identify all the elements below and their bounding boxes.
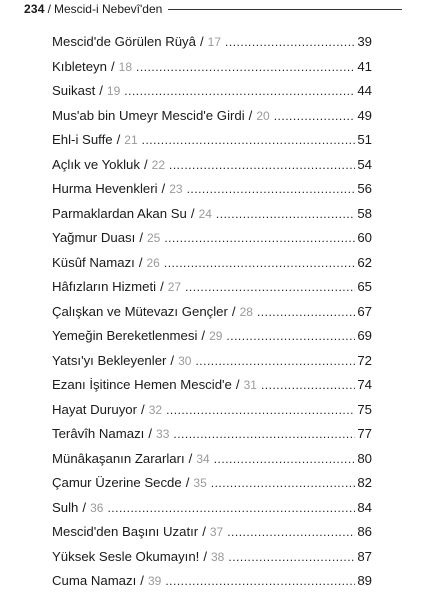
toc-entry (52, 545, 372, 570)
toc-entry-chapter-number: 31 (243, 378, 257, 392)
toc-entry-title: Açlık ve Yokluk (52, 156, 140, 172)
toc-entry-chapter-number: 33 (156, 427, 170, 441)
toc-entry-chapter-number: 24 (198, 206, 212, 221)
toc-entry-title: Yağmur Duası (52, 230, 136, 245)
toc-entry-title: Ehl-i Suffe (52, 132, 113, 147)
toc-entry-chapter-number: 29 (209, 329, 223, 343)
toc-dot-leader (124, 79, 355, 104)
toc-entry-title: Hayat Duruyor (52, 401, 138, 417)
toc-entry-separator: / (202, 524, 206, 539)
toc-entry-title: Mescid'de Görülen Rüyâ (52, 34, 196, 49)
toc-dot-leader (166, 398, 355, 423)
toc-entry (52, 569, 372, 594)
toc-entry-separator: / (111, 58, 115, 74)
toc-entry-page-number: 84 (357, 499, 372, 515)
toc-entry-separator: / (235, 377, 240, 392)
toc-entry-separator: / (140, 573, 144, 588)
toc-dot-leader (227, 520, 355, 545)
toc-entry-chapter-number: 26 (146, 255, 160, 270)
toc-entry-title: Hurma Hevenkleri (52, 181, 158, 196)
toc-entry-title: Sulh (52, 499, 79, 515)
toc-dot-leader (107, 496, 355, 521)
toc-entry-title: Yatsı'yı Bekleyenler (52, 352, 167, 368)
toc-entry-chapter-number: 18 (118, 59, 133, 74)
toc-entry-separator: / (99, 83, 103, 98)
toc-entry (52, 471, 372, 496)
toc-entry-page-number: 65 (357, 279, 372, 294)
toc-dot-leader (173, 422, 355, 447)
toc-entry-chapter-number: 28 (239, 304, 253, 319)
toc-entry-separator: / (82, 499, 87, 515)
toc-entry-title: Mescid'den Başını Uzatır (52, 524, 199, 539)
toc-entry-page-number: 75 (357, 401, 372, 417)
toc-entry-page-number: 54 (357, 156, 372, 172)
toc-dot-leader (274, 104, 356, 129)
toc-dot-leader (187, 177, 356, 202)
toc-entry-separator: / (248, 107, 253, 123)
toc-dot-leader (216, 202, 355, 227)
toc-entry-title: Parmaklardan Akan Su (52, 205, 187, 221)
toc-entry (52, 177, 372, 202)
toc-entry (52, 349, 372, 374)
toc-dot-leader (169, 153, 355, 178)
toc-entry-chapter-number: 23 (169, 182, 183, 196)
toc-dot-leader (136, 55, 355, 80)
toc-entry-separator: / (200, 34, 204, 49)
toc-dot-leader (142, 128, 356, 153)
toc-entry-separator: / (116, 132, 121, 147)
toc-entry-chapter-number: 38 (211, 549, 225, 564)
toc-entry (52, 275, 372, 300)
toc-entry-separator: / (143, 156, 148, 172)
toc-entry-chapter-number: 27 (167, 280, 182, 294)
toc-entry (52, 30, 372, 55)
toc-entry-page-number: 77 (357, 426, 372, 441)
toc-entry-page-number: 86 (357, 524, 372, 539)
toc-entry-separator: / (161, 181, 166, 196)
toc-entry (52, 373, 372, 398)
toc-dot-leader (195, 349, 355, 374)
toc-entry-title: Küsûf Namazı (52, 254, 135, 270)
toc-entry-page-number: 51 (357, 132, 372, 147)
toc-entry-separator: / (148, 426, 153, 441)
toc-entry-title: Yüksek Sesle Okumayın! (52, 548, 200, 564)
toc-dot-leader (164, 251, 355, 276)
toc-entry-title: Münâkaşanın Zararları (52, 450, 185, 466)
toc-entry (52, 128, 372, 153)
toc-dot-leader (257, 300, 355, 325)
toc-entry-title: Çamur Üzerine Secde (52, 475, 182, 490)
toc-entry-separator: / (190, 205, 195, 221)
toc-dot-leader (165, 569, 355, 594)
toc-entry (52, 447, 372, 472)
toc-entry-chapter-number: 22 (151, 157, 165, 172)
toc-entry (52, 79, 372, 104)
toc-dot-leader (226, 324, 355, 349)
toc-entry-page-number: 49 (357, 107, 372, 123)
toc-entry-chapter-number: 20 (256, 108, 270, 123)
toc-entry (52, 202, 372, 227)
toc-entry-page-number: 62 (357, 254, 372, 270)
toc-entry (52, 226, 372, 251)
header-page-number: 234 (24, 2, 45, 16)
toc-dot-leader (214, 447, 356, 472)
toc-entry-separator: / (141, 401, 145, 417)
toc-entry-chapter-number: 30 (178, 353, 192, 368)
toc-entry-chapter-number: 19 (106, 84, 121, 98)
toc-entry-separator: / (139, 230, 143, 245)
toc-entry (52, 496, 372, 521)
toc-entry (52, 153, 372, 178)
toc-entry (52, 422, 372, 447)
toc-entry-chapter-number: 39 (147, 574, 162, 588)
toc-dot-leader (228, 545, 355, 570)
toc-entry-separator: / (138, 254, 143, 270)
toc-entry-title: Yemeğin Bereketlenmesi (52, 328, 198, 343)
toc-entry (52, 300, 372, 325)
toc-entry-chapter-number: 34 (196, 451, 210, 466)
toc-entry-title: Mus'ab bin Umeyr Mescid'e Girdi (52, 107, 245, 123)
toc-entry-title: Terâvîh Namazı (52, 426, 145, 441)
toc-entry-separator: / (231, 303, 236, 319)
toc-entry-page-number: 72 (357, 352, 372, 368)
toc-entry (52, 55, 372, 80)
toc-entry-page-number: 69 (357, 328, 372, 343)
header-rule (168, 9, 402, 10)
toc-entry-title: Kıbleteyn (52, 58, 107, 74)
toc-entry-separator: / (170, 352, 175, 368)
toc-entry-page-number: 39 (357, 34, 372, 49)
toc-entry-title: Ezanı İşitince Hemen Mescid'e (52, 377, 232, 392)
toc-entry (52, 104, 372, 129)
toc-dot-leader (185, 275, 355, 300)
toc-entry-title: Suikast (52, 83, 96, 98)
toc-entry-chapter-number: 21 (124, 133, 138, 147)
table-of-contents (52, 30, 372, 594)
toc-entry-page-number: 41 (357, 58, 372, 74)
header-book-title: Mescid-i Nebevî'den (53, 2, 163, 16)
toc-entry-separator: / (185, 475, 190, 490)
toc-entry-title: Hâfızların Hizmeti (52, 279, 157, 294)
toc-entry (52, 398, 372, 423)
toc-entry-page-number: 60 (357, 230, 372, 245)
header-separator: / (47, 2, 51, 16)
toc-entry-chapter-number: 32 (148, 402, 163, 417)
toc-entry-page-number: 89 (357, 573, 372, 588)
toc-entry-separator: / (160, 279, 164, 294)
toc-dot-leader (211, 471, 356, 496)
toc-entry (52, 251, 372, 276)
toc-entry-page-number: 80 (357, 450, 372, 466)
toc-entry-page-number: 56 (357, 181, 372, 196)
toc-entry-page-number: 44 (357, 83, 372, 98)
toc-entry-page-number: 87 (357, 548, 372, 564)
toc-entry-separator: / (203, 548, 207, 564)
toc-entry-title: Cuma Namazı (52, 573, 137, 588)
toc-entry-page-number: 67 (357, 303, 372, 319)
toc-dot-leader (261, 373, 355, 398)
toc-entry-chapter-number: 37 (209, 525, 224, 539)
toc-entry-chapter-number: 36 (90, 500, 104, 515)
toc-entry (52, 520, 372, 545)
toc-dot-leader (225, 30, 355, 55)
toc-entry-page-number: 82 (357, 475, 372, 490)
toc-entry-separator: / (188, 450, 193, 466)
toc-entry-chapter-number: 25 (146, 231, 161, 245)
toc-entry-chapter-number: 35 (193, 476, 207, 490)
running-header (24, 0, 402, 18)
toc-entry-chapter-number: 17 (207, 35, 222, 49)
toc-entry-page-number: 74 (357, 377, 372, 392)
toc-entry (52, 324, 372, 349)
toc-entry-title: Çalışkan ve Mütevazı Gençler (52, 303, 228, 319)
toc-entry-page-number: 58 (357, 205, 372, 221)
toc-entry-separator: / (201, 328, 206, 343)
toc-dot-leader (164, 226, 355, 251)
